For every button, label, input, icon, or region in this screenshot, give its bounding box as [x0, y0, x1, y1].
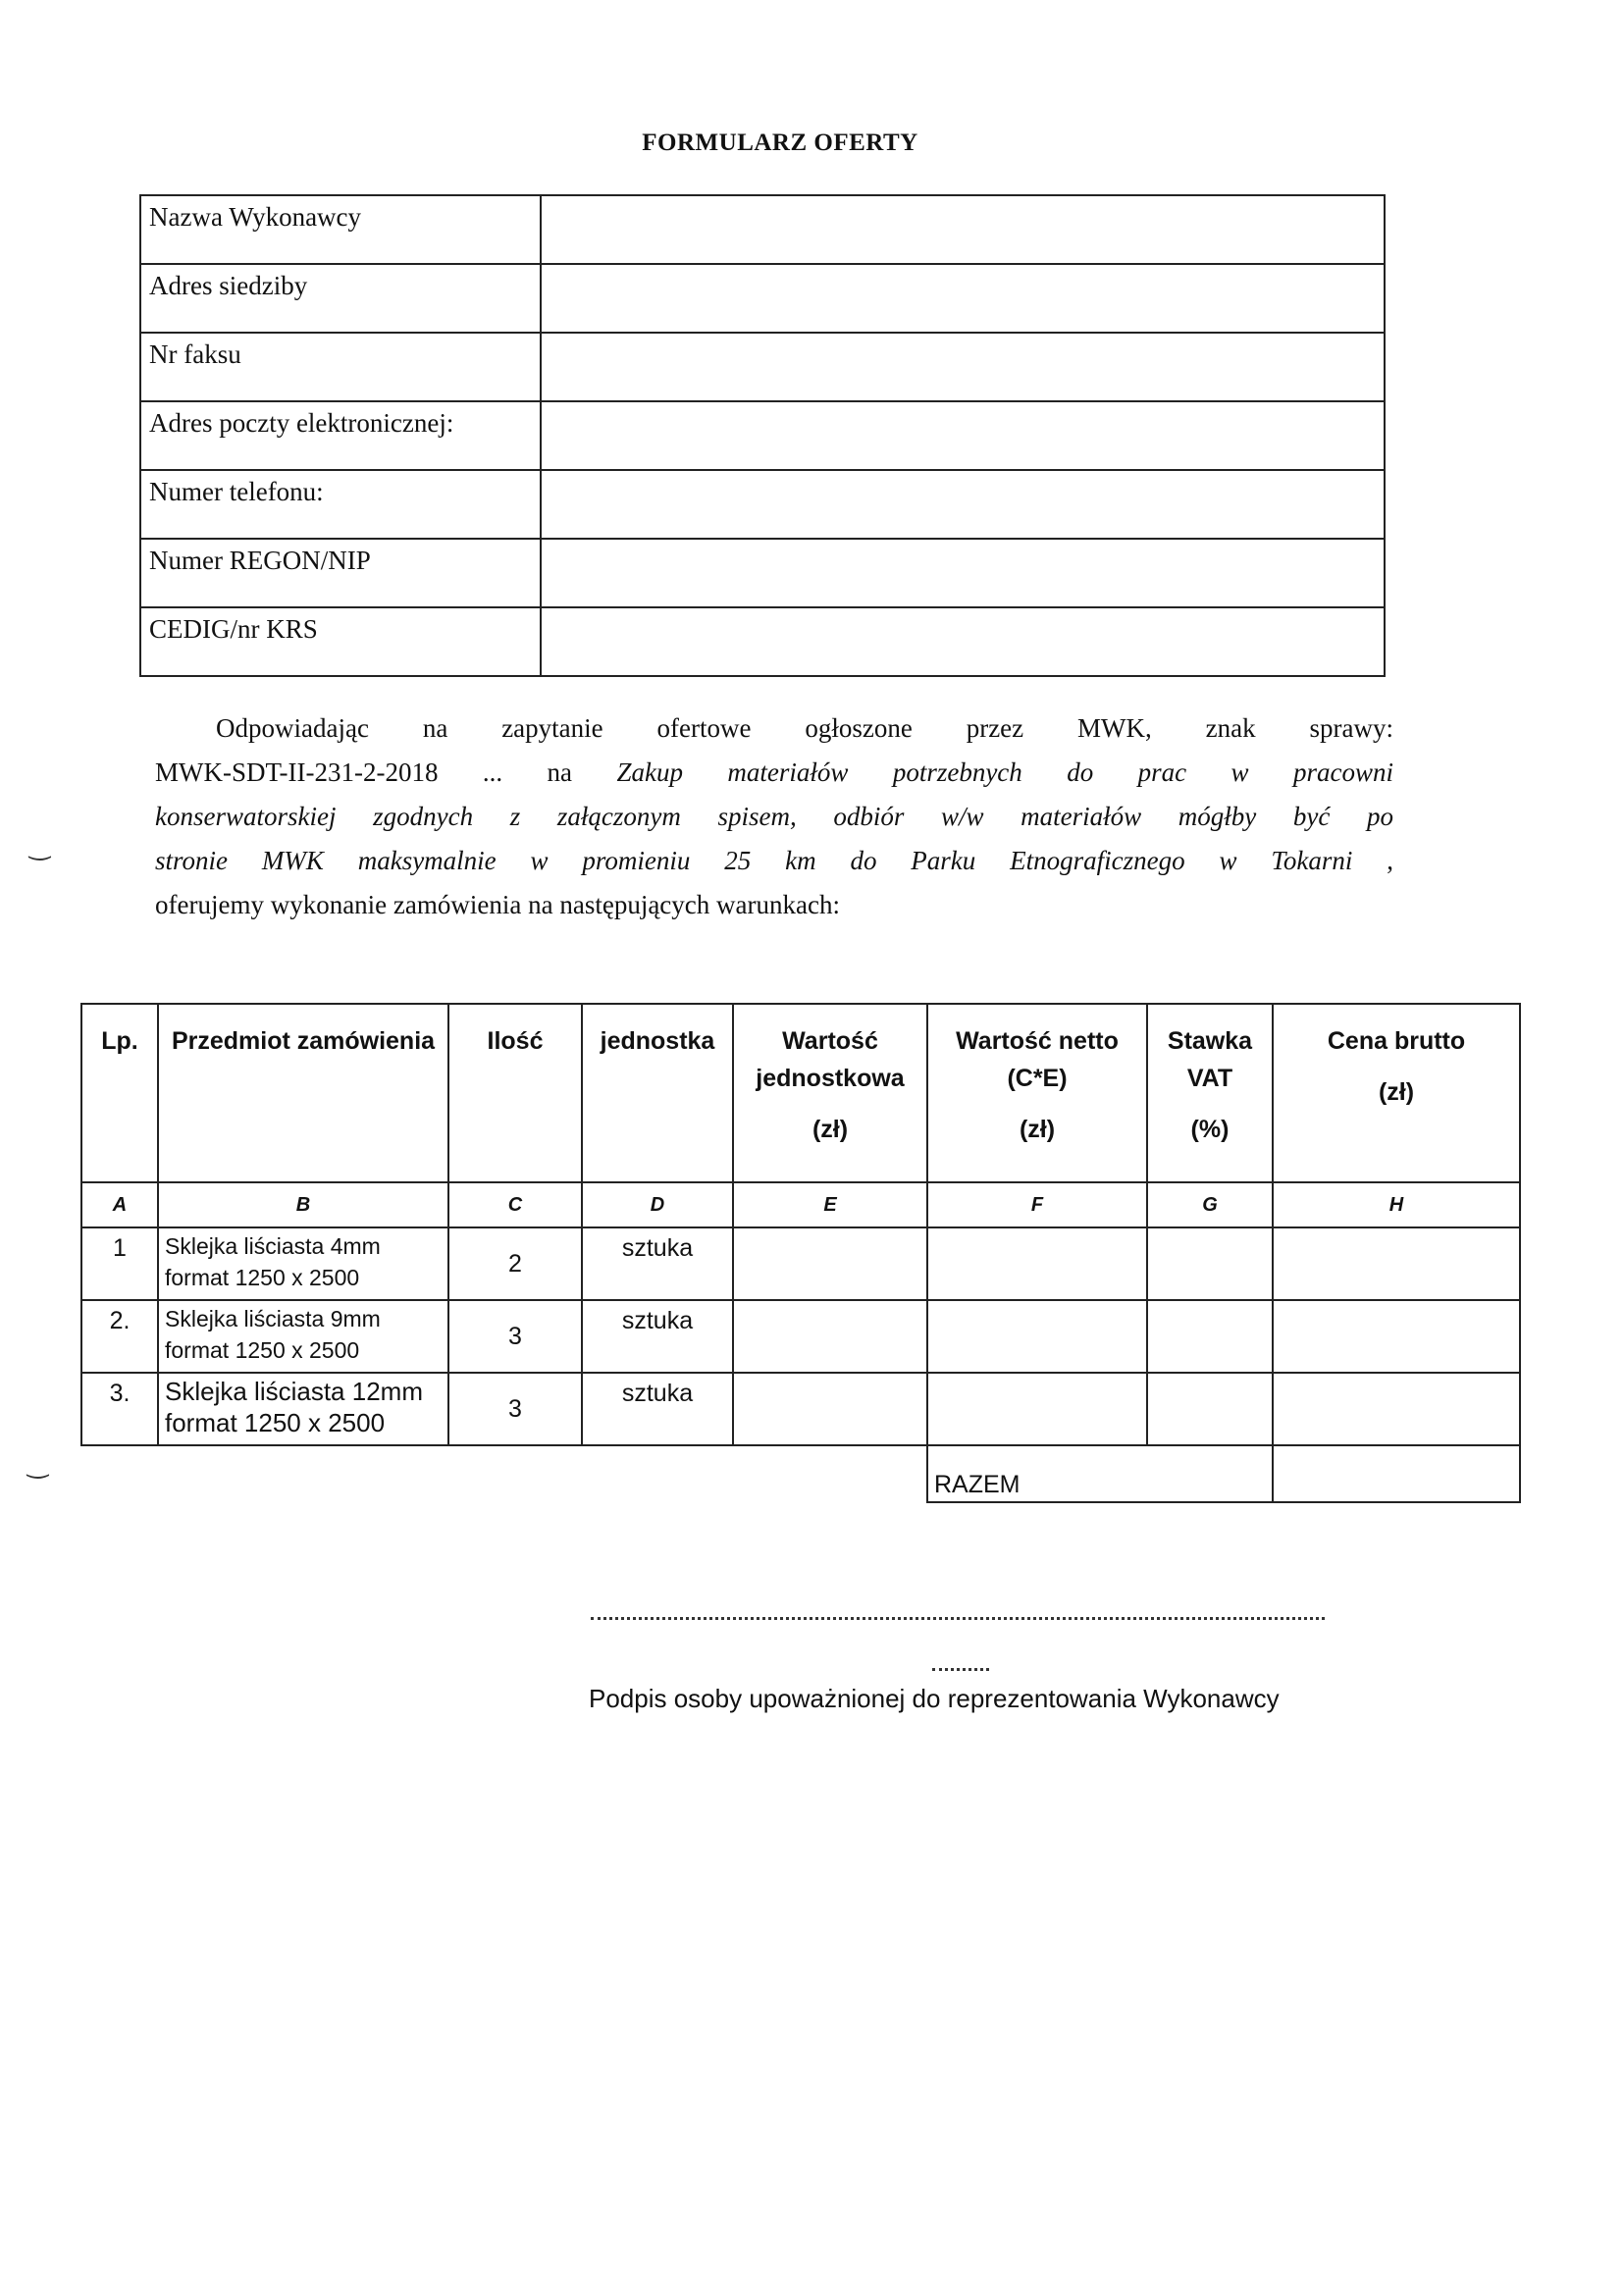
item-name-line: Sklejka liściasta 9mm: [165, 1306, 381, 1331]
header-gross-currency: (zł): [1378, 1078, 1415, 1106]
header-qty: Ilość: [448, 1004, 582, 1182]
header-net-value-currency: (zł): [1019, 1116, 1056, 1143]
field-value-phone[interactable]: [541, 470, 1385, 539]
subject-text: stronie MWK maksymalnie w promieniu 25 km do Parku Etnograficznego w Tokarni: [155, 846, 1353, 875]
header-item: Przedmiot zamówienia: [158, 1004, 448, 1182]
row-gross-cell[interactable]: [1273, 1373, 1520, 1445]
signature-dotted-line-short: [932, 1668, 989, 1671]
contractor-row: [140, 539, 1385, 607]
header-unit: jednostka: [582, 1004, 733, 1182]
signature-label: Podpis osoby upoważnionej do reprezentowania Wykonawcy: [589, 1684, 1280, 1713]
row-gross-cell[interactable]: [1273, 1300, 1520, 1373]
field-value-email[interactable]: [541, 401, 1385, 470]
scan-mark-icon: ‿: [29, 832, 50, 861]
field-label-email: Adres poczty elektronicznej:: [140, 401, 541, 470]
field-label-ceidg-krs: CEDIG/nr KRS: [140, 607, 541, 676]
column-letter: D: [582, 1182, 733, 1227]
total-row: [81, 1445, 1520, 1502]
intro-line: oferujemy wykonanie zamówienia na następujących warunkach:: [155, 890, 840, 919]
subject-text: konserwatorskiej zgodnych z załączonym spisem, odbiór w/w materiałów mógłby być po: [155, 802, 1393, 831]
item-format-line: format 1250 x 2500: [165, 1337, 360, 1363]
field-label-address: Adres siedziby: [140, 264, 541, 333]
row-net-value-cell[interactable]: [927, 1373, 1147, 1445]
intro-line: [155, 839, 1393, 883]
total-label: RAZEM: [927, 1445, 1273, 1502]
empty-cell: [582, 1445, 733, 1502]
row-item-name: [158, 1227, 448, 1300]
contractor-row: [140, 195, 1385, 264]
contractor-row: [140, 401, 1385, 470]
header-vat: [1147, 1004, 1273, 1182]
case-number-text: MWK-SDT-II-231-2-2018 ... na: [155, 757, 617, 787]
row-vat-cell[interactable]: [1147, 1300, 1273, 1373]
row-lp: 1: [81, 1227, 158, 1300]
column-letter: E: [733, 1182, 927, 1227]
header-unit-value-currency: (zł): [812, 1116, 849, 1143]
intro-line: [155, 751, 1393, 795]
signature-dotted-line: [591, 1617, 1325, 1620]
column-letter: C: [448, 1182, 582, 1227]
row-unit-value-cell[interactable]: [733, 1300, 927, 1373]
header-unit-value-label: Wartość jednostkowa: [756, 1027, 905, 1092]
table-row: [81, 1300, 1520, 1373]
empty-cell: [158, 1445, 448, 1502]
field-value-contractor-name[interactable]: [541, 195, 1385, 264]
contractor-row: [140, 333, 1385, 401]
row-item-name: [158, 1373, 448, 1445]
empty-cell: [81, 1445, 158, 1502]
header-row: [81, 1004, 1520, 1182]
row-unit: sztuka: [582, 1227, 733, 1300]
row-net-value-cell[interactable]: [927, 1227, 1147, 1300]
row-unit-value-cell[interactable]: [733, 1227, 927, 1300]
column-letter: B: [158, 1182, 448, 1227]
row-unit-value-cell[interactable]: [733, 1373, 927, 1445]
row-qty: 2: [448, 1227, 582, 1300]
row-unit: sztuka: [582, 1300, 733, 1373]
header-gross-label: Cena brutto: [1327, 1027, 1466, 1055]
column-letter: F: [927, 1182, 1147, 1227]
contractor-row: [140, 264, 1385, 333]
empty-cell: [733, 1445, 927, 1502]
intro-paragraph: [155, 706, 1393, 927]
form-title: FORMULARZ OFERTY: [642, 130, 918, 156]
intro-line: Odpowiadając na zapytanie ofertowe ogłoszone przez MWK, znak sprawy:: [216, 713, 1393, 743]
row-vat-cell[interactable]: [1147, 1373, 1273, 1445]
contractor-row: [140, 607, 1385, 676]
table-row: [81, 1227, 1520, 1300]
row-lp: 3.: [81, 1373, 158, 1445]
header-net-value-label: Wartość netto (C*E): [956, 1027, 1119, 1092]
item-format-line: format 1250 x 2500: [165, 1408, 386, 1437]
row-item-name: [158, 1300, 448, 1373]
row-net-value-cell[interactable]: [927, 1300, 1147, 1373]
header-vat-label: Stawka VAT: [1167, 1027, 1253, 1092]
row-lp: 2.: [81, 1300, 158, 1373]
field-label-regon-nip: Numer REGON/NIP: [140, 539, 541, 607]
contractor-info-table: [139, 194, 1386, 677]
header-vat-percent: (%): [1190, 1116, 1230, 1143]
subject-text: Zakup materiałów potrzebnych do prac w pracowni: [616, 757, 1393, 787]
item-name-line: Sklejka liściasta 12mm: [165, 1377, 423, 1406]
field-value-address[interactable]: [541, 264, 1385, 333]
row-vat-cell[interactable]: [1147, 1227, 1273, 1300]
header-net-value: [927, 1004, 1147, 1182]
order-table: [80, 1003, 1521, 1503]
column-letters-row: [81, 1182, 1520, 1227]
field-label-contractor-name: Nazwa Wykonawcy: [140, 195, 541, 264]
field-label-phone: Numer telefonu:: [140, 470, 541, 539]
row-unit: sztuka: [582, 1373, 733, 1445]
scan-mark-icon: ‿: [27, 1450, 48, 1480]
comma-text: ,: [1352, 846, 1393, 875]
row-gross-cell[interactable]: [1273, 1227, 1520, 1300]
contractor-row: [140, 470, 1385, 539]
header-unit-value: [733, 1004, 927, 1182]
column-letter: G: [1147, 1182, 1273, 1227]
field-value-fax[interactable]: [541, 333, 1385, 401]
column-letter: H: [1273, 1182, 1520, 1227]
row-qty: 3: [448, 1373, 582, 1445]
empty-cell: [448, 1445, 582, 1502]
field-value-regon-nip[interactable]: [541, 539, 1385, 607]
field-value-ceidg-krs[interactable]: [541, 607, 1385, 676]
total-value-cell[interactable]: [1273, 1445, 1520, 1502]
header-gross: [1273, 1004, 1520, 1182]
item-format-line: format 1250 x 2500: [165, 1265, 360, 1290]
field-label-fax: Nr faksu: [140, 333, 541, 401]
intro-line: [155, 795, 1393, 839]
row-qty: 3: [448, 1300, 582, 1373]
table-row: [81, 1373, 1520, 1445]
header-lp: Lp.: [81, 1004, 158, 1182]
item-name-line: Sklejka liściasta 4mm: [165, 1233, 381, 1259]
column-letter: A: [81, 1182, 158, 1227]
